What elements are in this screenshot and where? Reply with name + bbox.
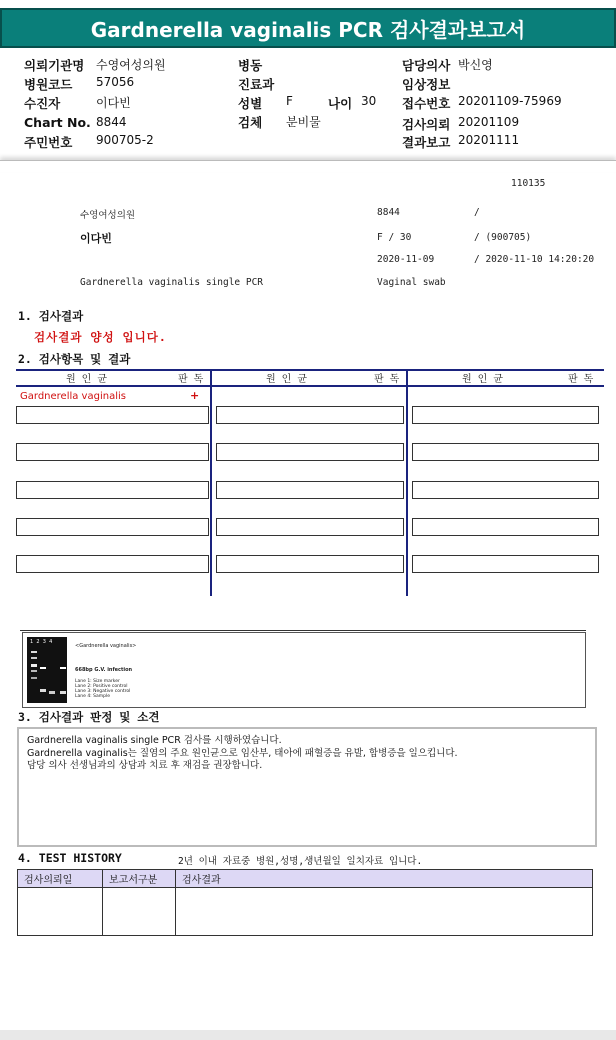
id-label: 주민번호 <box>24 135 73 150</box>
grid-cell <box>412 443 599 461</box>
clinical-label: 임상정보 <box>402 77 451 92</box>
gel-lane-numbers: 1 2 3 4 <box>30 639 53 645</box>
pcr-result-panel <box>22 632 586 708</box>
detail-test-name: Gardnerella vaginalis single PCR <box>80 277 264 288</box>
section-2-title: 2. 검사항목 및 결과 <box>18 352 131 366</box>
grid-cell <box>412 406 599 424</box>
grid-cell <box>16 443 209 461</box>
chart-value: 8844 <box>96 115 127 129</box>
history-cell <box>103 888 176 936</box>
col-judge-1: 판 독 <box>178 374 204 385</box>
request-value: 20201109 <box>458 115 520 129</box>
detail-patient: 이다빈 <box>80 232 112 245</box>
receipt-value: 20201109-75969 <box>458 94 562 108</box>
grid-cell <box>16 518 209 536</box>
panel-top-rule <box>20 630 586 631</box>
opinion-line-1: Gardnerella vaginalis single PCR 검사를 시행하였습니다. <box>27 735 282 746</box>
gel-lane-3: Lane 3: Negative control <box>75 689 131 694</box>
ward-label: 병동 <box>238 58 263 73</box>
grid-cell <box>16 481 209 499</box>
patient-value: 이다빈 <box>96 96 131 110</box>
col-organism-2: 원 인 균 <box>266 374 308 385</box>
page-bottom-band <box>0 1030 616 1040</box>
detail-date-report: / 2020-11-10 14:20:20 <box>474 254 595 265</box>
opinion-line-3: 담당 의사 선생님과의 상담과 치료 후 재검을 권장합니다. <box>27 760 263 771</box>
report-title: Gardnerella vaginalis PCR 검사결과보고서 <box>0 8 616 48</box>
sex-label: 성별 <box>238 96 263 111</box>
history-table <box>17 869 593 936</box>
request-label: 검사의뢰 <box>402 117 451 132</box>
grid-cell <box>216 481 404 499</box>
detail-chart: 8844 <box>377 207 400 218</box>
gel-lane-2: Lane 2: Positive control <box>75 684 128 689</box>
history-col-date: 검사의뢰일 <box>18 870 103 888</box>
patient-info-block <box>0 54 616 150</box>
grid-cell <box>216 443 404 461</box>
result-text: 검사결과 양성 입니다. <box>34 330 167 344</box>
detail-hospital: 수영여성의원 <box>80 210 136 221</box>
sex-value: F <box>286 94 293 108</box>
section-3-title: 3. 검사결과 판정 및 소견 <box>18 710 160 724</box>
grid-cell <box>216 406 404 424</box>
col-organism-1: 원 인 균 <box>66 374 108 385</box>
grid-divider-2 <box>406 369 408 596</box>
gel-title: <Gardnerella vaginalis> <box>75 643 137 649</box>
code-label: 병원코드 <box>24 77 73 92</box>
col-judge-2: 판 독 <box>374 374 400 385</box>
report-value: 20201111 <box>458 133 520 147</box>
history-note: 2년 이내 자료중 병원,성명,생년월일 일치자료 입니다. <box>178 856 423 867</box>
history-col-result: 검사결과 <box>176 870 593 888</box>
col-judge-3: 판 독 <box>568 374 594 385</box>
grid-cell <box>16 406 209 424</box>
gel-image <box>27 637 67 703</box>
history-cell <box>18 888 103 936</box>
grid-cell <box>412 555 599 573</box>
detail-sex-age: F / 30 <box>377 232 412 243</box>
age-value: 30 <box>361 94 377 108</box>
code-value: 57056 <box>96 75 135 89</box>
grid-cell <box>16 555 209 573</box>
receipt-label: 접수번호 <box>402 96 451 111</box>
detail-date-request: 2020-11-09 <box>377 254 435 265</box>
hospital-label: 의뢰기관명 <box>24 58 85 73</box>
detail-birth: / (900705) <box>474 232 532 243</box>
age-label: 나이 <box>328 96 353 111</box>
grid-cell <box>412 481 599 499</box>
gel-lane-1: Lane 1: Size marker <box>75 679 120 684</box>
doctor-label: 담당의사 <box>402 58 451 73</box>
opinion-line-2: Gardnerella vaginalis는 질염의 주요 원인균으로 임산부, 태아에 패혈증을 유발, 합병증을 일으킵니다. <box>27 747 458 759</box>
detail-sample: Vaginal swab <box>377 277 446 288</box>
chart-label: Chart No. <box>24 115 91 130</box>
specimen-value: 분비물 <box>286 115 321 129</box>
organism-judgement: + <box>190 389 200 402</box>
history-cell <box>176 888 593 936</box>
col-organism-3: 원 인 균 <box>462 374 504 385</box>
grid-cell <box>412 518 599 536</box>
section-4-title: 4. TEST HISTORY <box>18 851 122 865</box>
gel-band-label: 668bp G.V. infection <box>75 667 133 673</box>
specimen-label: 검체 <box>238 115 263 130</box>
grid-divider-1 <box>210 369 212 596</box>
history-row <box>18 888 593 936</box>
organism-name: Gardnerella vaginalis <box>20 391 126 402</box>
dept-label: 진료과 <box>238 77 275 92</box>
hospital-value: 수영여성의원 <box>96 58 166 72</box>
report-number: 110135 <box>511 178 546 189</box>
doctor-value: 박신영 <box>458 58 493 72</box>
report-label: 결과보고 <box>402 135 451 150</box>
opinion-box <box>17 727 597 847</box>
gel-lane-4: Lane 4: Sample <box>75 694 110 699</box>
id-value: 900705-2 <box>96 133 154 147</box>
header-separator <box>0 160 616 172</box>
section-1-title: 1. 검사결과 <box>18 309 84 323</box>
detail-slash: / <box>474 207 480 218</box>
patient-label: 수진자 <box>24 96 61 111</box>
grid-cell <box>216 518 404 536</box>
history-col-type: 보고서구분 <box>103 870 176 888</box>
grid-cell <box>216 555 404 573</box>
